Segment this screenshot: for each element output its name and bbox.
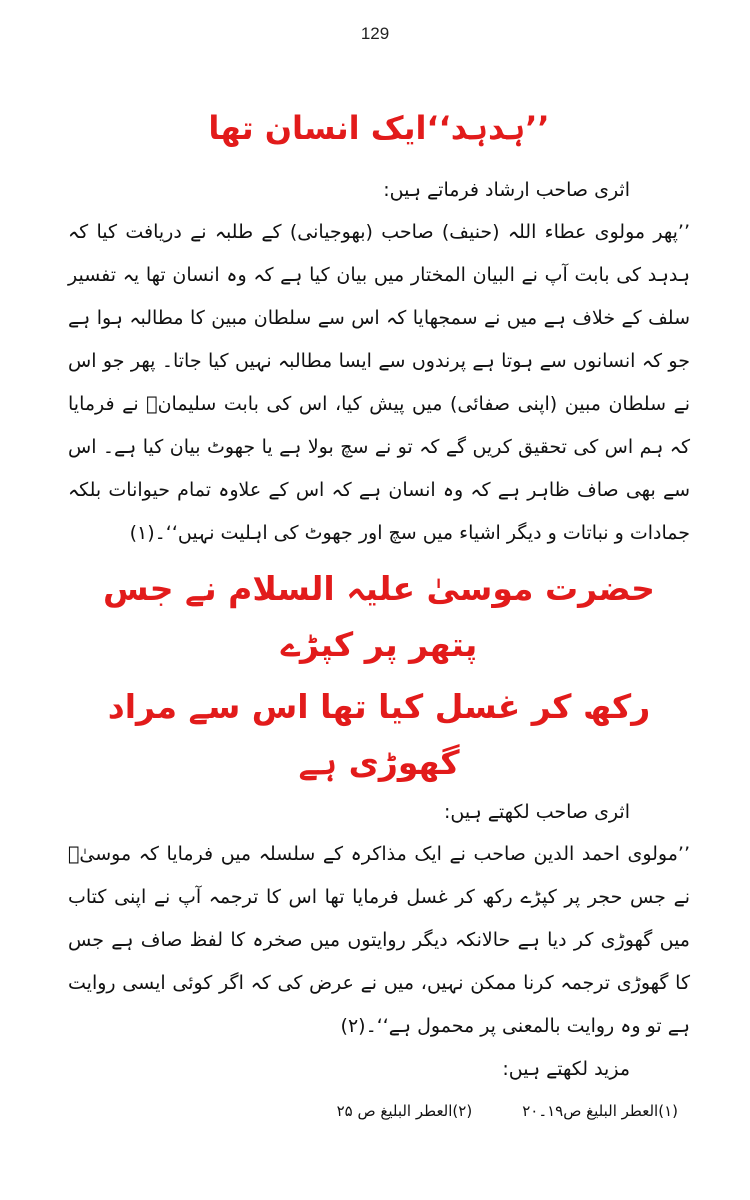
intro-text: اثری صاحب لکھتے ہیں: bbox=[443, 801, 630, 823]
intro-text: مزید لکھتے ہیں: bbox=[502, 1058, 630, 1080]
heading-line: رکھ کر غسل کیا تھا اس سے مراد گھوڑی ہے bbox=[107, 687, 651, 782]
footnote-2: (۲)العطر البلیغ ص ۲۵ bbox=[336, 1102, 473, 1120]
footnotes bbox=[78, 1100, 678, 1122]
quote-paragraph: ’’مولوی احمد الدین صاحب نے ایک مذاکرہ کے سلسلہ میں فرمایا کہ موسیٰؑ نے جس حجر پر کپڑے رکھ کر غسل فرمایا تھا اس کا ترجمہ آپ نے اپنی کتاب میں گھوڑی کر دیا ہے حالانکہ دیگر روایتوں میں صخرہ کا لفظ صاف ہے جس کا گھوڑی ترجمہ کرنا ممکن نہیں، میں نے عرض کی کہ اگر کوئی ایسی روایت ہے تو وہ روایت بالمعنی پر محمول ہے‘‘۔(۲) bbox=[68, 843, 690, 1037]
section-heading-hudhud: ’’ہدہد‘‘ایک انسان تھا bbox=[208, 109, 550, 147]
heading-line: حضرت موسیٰ علیہ السلام نے جس پتھر پر کپڑے bbox=[103, 569, 655, 664]
intro-text: اثری صاحب ارشاد فرماتے ہیں: bbox=[383, 179, 630, 201]
section-heading-musa bbox=[68, 561, 690, 791]
footnote-1: (۱)العطر البلیغ ص۱۹۔۲۰ bbox=[522, 1102, 678, 1120]
page-body bbox=[68, 95, 690, 1090]
quote-paragraph: ’’پھر مولوی عطاء اللہ (حنیف) صاحب (بھوجیانی) کے طلبہ نے دریافت کیا کہ ہدہد کی بابت آپ نے البیان المختار میں بیان کیا ہے کہ وہ انسان تھا یہ تفسیر سلف کے خلاف ہے میں نے سمجھایا کہ اس سے سلطان مبین کا مطالبہ ہوا ہے جو کہ انسانوں سے ہوتا ہے پرندوں سے ایسا مطالبہ نہیں کیا جاتا۔ پھر جو اس نے سلطان مبین (اپنی صفائی) میں پیش کیا، اس کی بابت سلیمانؑ نے فرمایا کہ ہم اس کی تحقیق کریں گے کہ تو نے سچ بولا ہے یا جھوٹ بیان کیا ہے۔ اس سے بھی صاف ظاہر ہے کہ وہ انسان ہے کہ اس کے علاوہ تمام حیوانات بلکہ جمادات و نباتات و دیگر اشیاء میں سچ اور جھوٹ کی اہلیت نہیں‘‘۔(۱) bbox=[68, 221, 690, 544]
page-number: 129 bbox=[360, 24, 390, 43]
